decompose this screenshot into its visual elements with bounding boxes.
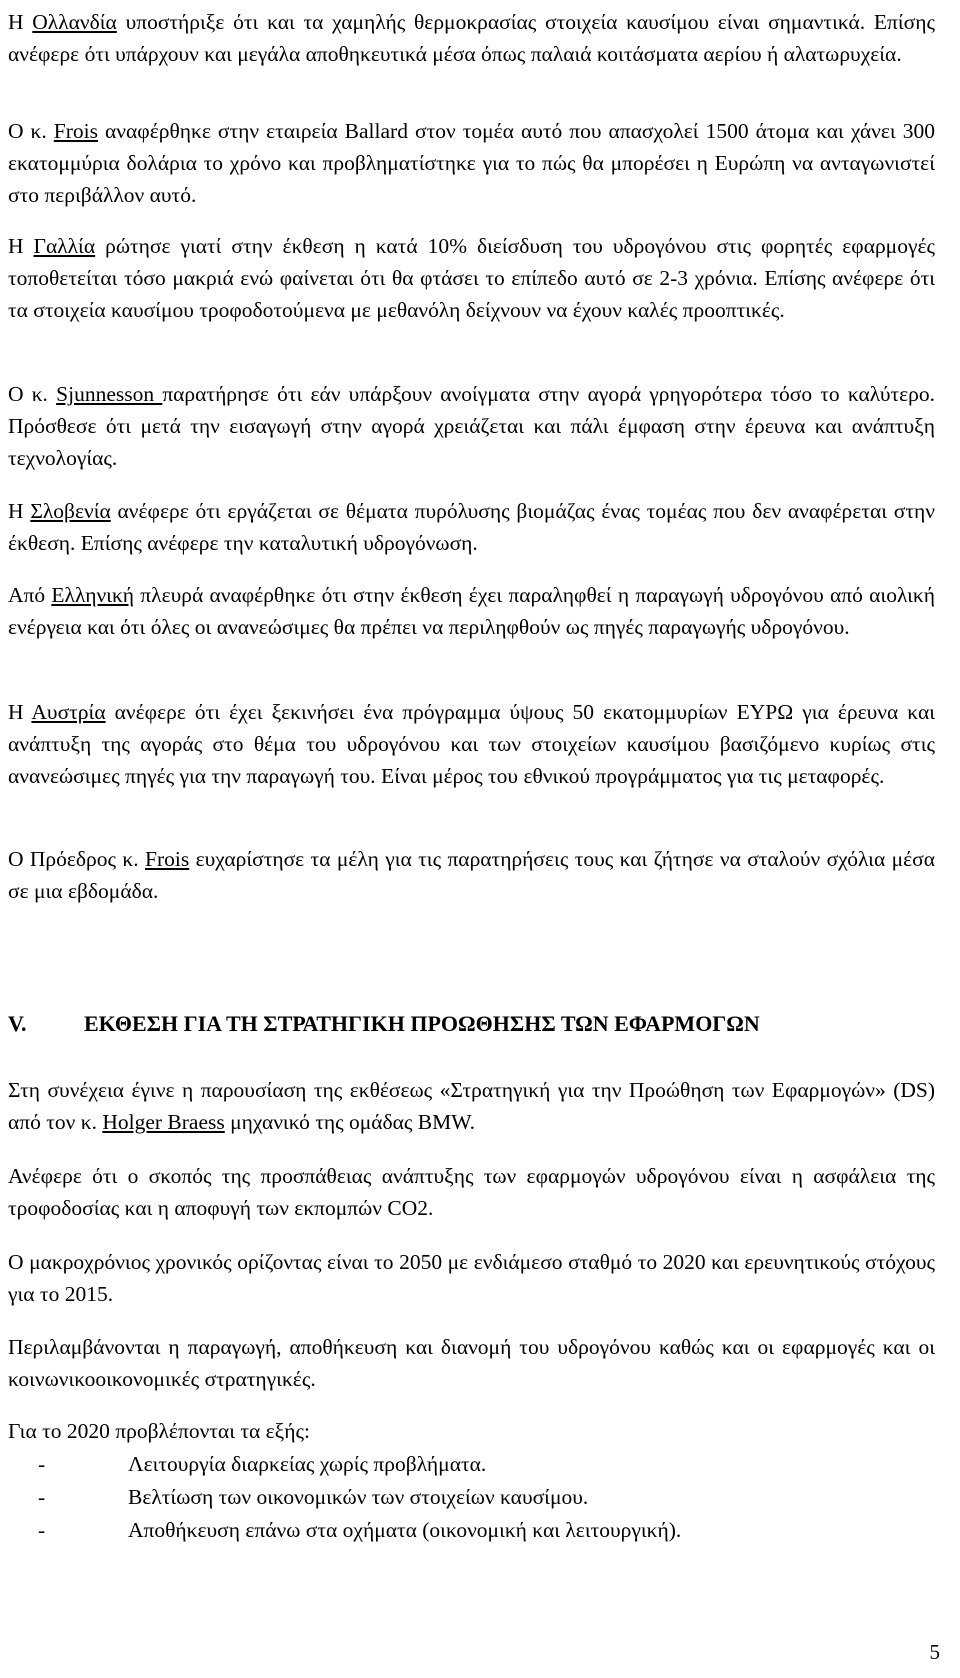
underlined-name: Sjunnesson (56, 382, 163, 406)
paragraph-netherlands (8, 6, 935, 70)
underlined-name: Ολλανδία (32, 10, 117, 34)
list-item (8, 1514, 935, 1547)
section-number: V. (8, 1011, 27, 1036)
text-run: πλευρά αναφέρθηκε ότι στην έκθεση έχει παραληφθεί η παραγωγή υδρογόνου από αιολική ενέργεια και ότι όλες οι ανανεώσιμες θα πρέπει να περιληφθούν ως πηγές παραγωγής υδρογόνου. (8, 583, 935, 639)
paragraph-chairman (8, 843, 935, 907)
text-run: μηχανικό της ομάδας BMW. (224, 1110, 475, 1134)
page-number: 5 (929, 1640, 940, 1664)
text-run: Η (8, 700, 32, 724)
text-run: Ανέφερε ότι ο σκοπός της προσπάθειας ανάπτυξης των εφαρμογών υδρογόνου είναι η ασφάλεια της τροφοδοσίας και η αποφυγή των εκπομπών CO2. (8, 1164, 935, 1220)
underlined-name: Frois (53, 119, 99, 143)
underlined-name: Frois (145, 847, 190, 871)
list-item-text: Αποθήκευση επάνω στα οχήματα (οικονομική και λειτουργική). (128, 1518, 682, 1542)
text-run: ανέφερε ότι εργάζεται σε θέματα πυρόλυσης βιομάζας ένας τομέας που δεν αναφέρεται στην έκθεση. Επίσης ανέφερε την καταλυτική υδρογόνωση. (8, 499, 935, 555)
text-run: Ο μακροχρόνιος χρονικός ορίζοντας είναι το 2050 με ενδιάμεσο σταθμό το 2020 και ερευνητικούς στόχους για το 2015. (8, 1250, 935, 1306)
list-item (8, 1448, 935, 1481)
list-dash: - (38, 1518, 46, 1542)
paragraph-frois-ballard (8, 115, 935, 211)
underlined-name: Ελληνική (51, 583, 135, 607)
paragraph-presentation (8, 1074, 935, 1138)
text-run: Ο κ. (8, 382, 57, 406)
text-run: Η (8, 234, 34, 258)
paragraph-greece (8, 579, 935, 643)
list-item-text: Λειτουργία διαρκείας χωρίς προβλήματα. (128, 1452, 487, 1476)
underlined-name: Holger Braess (102, 1110, 225, 1134)
paragraph-scope (8, 1331, 935, 1395)
text-run: Ο Πρόεδρος κ. (8, 847, 145, 871)
list-item-text: Βελτίωση των οικονομικών των στοιχείων καυσίμου. (128, 1485, 589, 1509)
text-run: Ο κ. (8, 119, 54, 143)
text-run: ρώτησε γιατί στην έκθεση η κατά 10% διείσδυση του υδρογόνου στις φορητές εφαρμογές τοποθετείται τόσο μακριά ενώ φαίνεται ότι θα φτάσει το επίπεδο αυτό σε 2-3 χρόνια. Επίσης ανέφερε ότι τα στοιχεία καυσίμου τροφοδοτούμενα με μεθανόλη δείχνουν να έχουν καλές προοπτικές. (8, 234, 936, 322)
text-run: ανέφερε ότι έχει ξεκινήσει ένα πρόγραμμα ύψους 50 εκατομμυρίων ΕΥΡΩ για έρευνα και ανάπτυξη της αγοράς στο θέμα του υδρογόνου και των στοιχείων καυσίμου βασιζόμενο κυρίως στις ανανεώσιμες πηγές για την παραγωγή του. Είναι μέρος του εθνικού προγράμματος για τις μεταφορές. (8, 700, 935, 788)
paragraph-austria (8, 696, 935, 792)
underlined-name: Σλοβενία (30, 499, 111, 523)
list-dash: - (38, 1452, 46, 1476)
list-intro: Για το 2020 προβλέπονται τα εξής: (8, 1419, 310, 1443)
paragraph-france (8, 230, 935, 326)
text-run: Η (8, 499, 31, 523)
underlined-name: Αυστρία (31, 700, 106, 724)
section-title: ΕΚΘΕΣΗ ΓΙΑ ΤΗ ΣΤΡΑΤΗΓΙΚΗ ΠΡΟΩΘΗΣΗΣ ΤΩΝ ΕΦΑΡΜΟΓΩΝ (84, 1011, 760, 1036)
paragraph-horizon (8, 1246, 935, 1310)
list-item (8, 1481, 935, 1514)
paragraph-sjunnesson (8, 378, 935, 474)
text-run: Περιλαμβάνονται η παραγωγή, αποθήκευση και διανομή του υδρογόνου καθώς και οι εφαρμογές και οι κοινωνικοοικονομικές στρατηγικές. (8, 1335, 935, 1391)
text-run: Η (8, 10, 33, 34)
text-run: αναφέρθηκε στην εταιρεία Ballard στον τομέα αυτό που απασχολεί 1500 άτομα και χάνει 300 εκατομμύρια δολάρια το χρόνο και προβληματίστηκε για το πώς θα μπορέσει η Ευρώπη να ανταγωνιστεί στο περιβάλλον αυτό. (8, 119, 935, 207)
list-2020 (8, 1448, 935, 1547)
text-run: παρατήρησε ότι εάν υπάρξουν ανοίγματα στην αγορά γρηγορότερα τόσο το καλύτερο. Πρόσθεσε ότι μετά την εισαγωγή στην αγορά χρειάζεται και πάλι έμφαση στην έρευνα και ανάπτυξη τεχνολογίας. (8, 382, 935, 470)
text-run: υποστήριξε ότι και τα χαμηλής θερμοκρασίας στοιχεία καυσίμου είναι σημαντικά. Επίσης ανέφερε ότι υπάρχουν και μεγάλα αποθηκευτικά μέσα όπως παλαιά κοιτάσματα αερίου ή αλατωρυχεία. (8, 10, 936, 66)
section-heading (8, 1008, 935, 1040)
text-run: ευχαρίστησε τα μέλη για τις παρατηρήσεις τους και ζήτησε να σταλούν σχόλια μέσα σε μια εβδομάδα. (8, 847, 935, 903)
text-run: Από (8, 583, 52, 607)
text-run: Στη συνέχεια έγινε η παρουσίαση της εκθέσεως «Στρατηγική για την Προώθηση των Εφαρμογών» (DS) από τον κ. (8, 1078, 935, 1134)
underlined-name: Γαλλία (33, 234, 96, 258)
paragraph-slovenia (8, 495, 935, 559)
list-dash: - (38, 1485, 46, 1509)
paragraph-purpose (8, 1160, 935, 1224)
